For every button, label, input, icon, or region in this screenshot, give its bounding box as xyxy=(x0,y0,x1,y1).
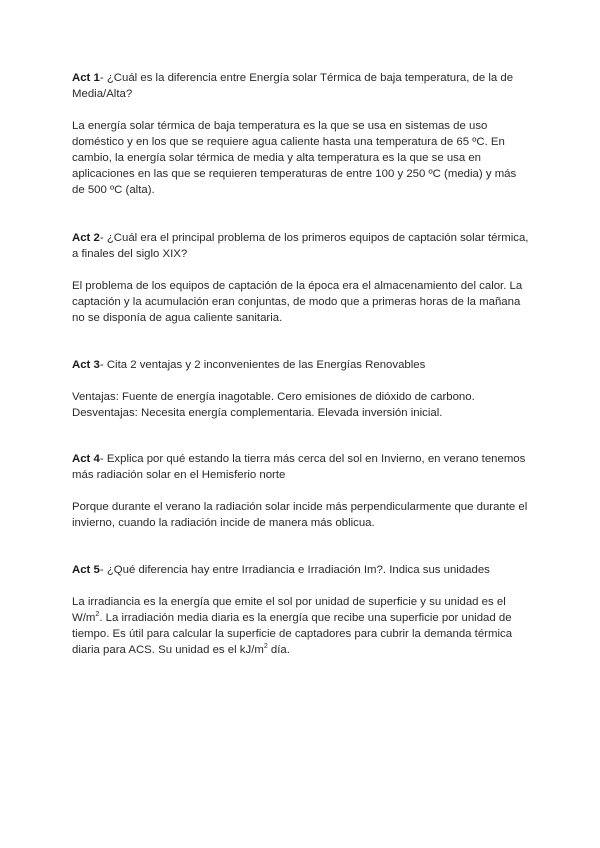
activity-5-answer-part1: La irradiancia es la energía que emite el sol por unidad de superficie y su unidad es el W/m xyxy=(72,596,506,624)
activity-2-label: Act 2 xyxy=(72,232,100,244)
activity-3-label: Act 3 xyxy=(72,359,100,371)
superscript-2: 2 xyxy=(263,643,268,651)
activity-5-answer xyxy=(72,594,532,658)
superscript-2: 2 xyxy=(95,611,100,619)
activity-3-disadvantages: Desventajas: Necesita energía complementaria. Elevada inversión inicial. xyxy=(72,407,443,419)
activity-2 xyxy=(72,230,532,326)
activity-3-advantages: Ventajas: Fuente de energía inagotable. Cero emisiones de dióxido de carbono. xyxy=(72,391,475,403)
activity-2-answer: El problema de los equipos de captación de la época era el almacenamiento del calor. La captación y la acumulación eran conjuntas, de modo que a primeras horas de la mañana no se disponía de agua caliente sanitaria. xyxy=(72,280,523,324)
activity-1-question xyxy=(72,70,532,102)
activity-1 xyxy=(72,70,532,198)
activity-1-question-text: - ¿Cuál es la diferencia entre Energía solar Térmica de baja temperatura, de la de Media/Alta? xyxy=(72,72,514,100)
activity-4 xyxy=(72,451,532,531)
activity-1-label: Act 1 xyxy=(72,72,100,84)
activity-4-label: Act 4 xyxy=(72,453,100,465)
activity-3 xyxy=(72,357,532,421)
activity-5 xyxy=(72,562,532,658)
activity-2-question-text: - ¿Cuál era el principal problema de los primeros equipos de captación solar térmica, a finales del siglo XIX? xyxy=(72,232,529,260)
activity-5-answer-part3: día. xyxy=(267,644,290,656)
activity-5-label: Act 5 xyxy=(72,564,100,576)
activity-2-question xyxy=(72,230,532,262)
activity-4-question-text: - Explica por qué estando la tierra más cerca del sol en Invierno, en verano tenemos más radiación solar en el Hemisferio norte xyxy=(72,453,526,481)
activity-4-answer: Porque durante el verano la radiación solar incide más perpendicularmente que durante el invierno, cuando la radiación incide de manera más oblicua. xyxy=(72,501,528,529)
activity-3-answer xyxy=(72,389,532,421)
activity-5-question-text: - ¿Qué diferencia hay entre Irradiancia e Irradiación Im?. Indica sus unidades xyxy=(99,564,490,576)
activity-3-question-text: - Cita 2 ventajas y 2 inconvenientes de las Energías Renovables xyxy=(99,359,426,371)
activity-1-answer: La energía solar térmica de baja temperatura es la que se usa en sistemas de uso doméstico y en los que se requiere agua caliente hasta una temperatura de 65 ºC. En cambio, la energía solar térmica de media y alta temperatura es la que se usa en aplicaciones en las que se requieren temperaturas de entre 100 y 250 ºC (media) y más de 500 ºC (alta). xyxy=(72,120,517,196)
activity-5-answer-part2: . La irradiación media diaria es la energía que recibe una superficie por unidad de tiempo. Es útil para calcular la superficie de captadores para cubrir la demanda térmica diaria para ACS. Su unidad es el kJ/m xyxy=(72,612,513,656)
activity-4-question xyxy=(72,451,532,483)
activity-3-question xyxy=(72,357,532,373)
activity-5-question xyxy=(72,562,532,578)
document-page xyxy=(72,70,532,658)
